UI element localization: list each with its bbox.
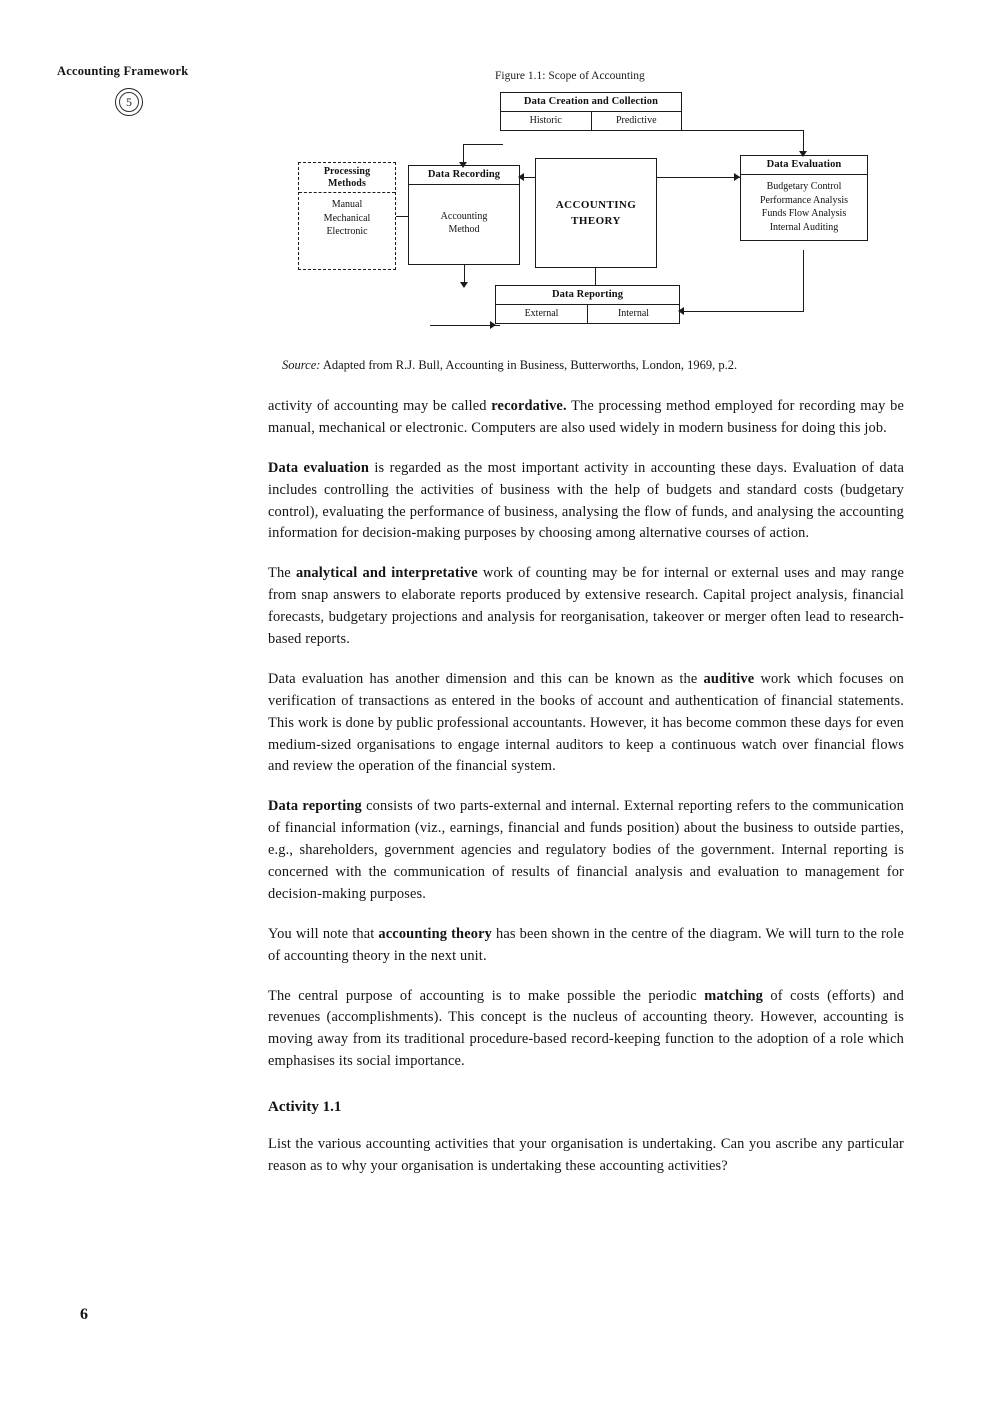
activity-text: List the various accounting activities that your organisation is undertaking. Can you ascribe any particular reason as to why your organisation is undertaking these accounting activities? xyxy=(268,1136,904,1175)
evaluation-item: Funds Flow Analysis xyxy=(761,208,847,220)
figure-box-data-recording xyxy=(408,165,520,265)
evaluation-item: Internal Auditing xyxy=(769,221,839,233)
page-number: 6 xyxy=(80,1306,88,1323)
paragraph: activity of accounting may be called recordative. The processing method employed for recording may be manual, mechanical or electronic. Computers are also used widely in modern business for doing this job. xyxy=(268,398,904,436)
paragraph: The central purpose of accounting is to make possible the periodic matching of costs (efforts) and revenues (accomplishments). This concept is the nucleus of accounting theory. However, accounting is moving away from its traditional procedure-based record-keeping function to the adoption of a role which emphasises its social importance. xyxy=(268,987,904,1070)
running-head: Accounting Framework xyxy=(57,64,189,78)
connector-line xyxy=(396,216,409,217)
connector-line xyxy=(682,311,804,312)
figure-box-data-reporting xyxy=(495,285,680,324)
figure-box-data-creation xyxy=(500,92,682,131)
connector-line xyxy=(803,250,804,312)
body-content xyxy=(268,396,904,1196)
connector-line xyxy=(682,130,804,131)
connector-arrow xyxy=(734,173,740,181)
connector-line xyxy=(595,268,596,285)
connector-line xyxy=(463,144,464,164)
source-text: Adapted from R.J. Bull, Accounting in Business, Butterworths, London, 1969, p.2. xyxy=(320,358,738,372)
paragraph: Data evaluation is regarded as the most important activity in accounting these days. Evaluation of data includes controlling the activities of business with the help of budgets and standard costs (budgetary control), evaluating the performance of business, analysing the flow of funds, and analysing the accounting information for decision-making purposes by choosing among alternative courses of action. xyxy=(268,459,904,542)
connector-arrow xyxy=(518,173,524,181)
connector-line xyxy=(463,144,503,145)
box-header-data-creation: Data Creation and Collection xyxy=(501,93,681,112)
paragraph: The analytical and interpretative work of counting may be for internal or external uses and may range from snap answers to elaborate reports produced by extensive research. Capital project analysis, financial forecasts, budgetary projections and analysis for reorganisation, takeover or merger often lead to research-based reports. xyxy=(268,565,904,648)
figure-box-accounting-theory xyxy=(535,158,657,268)
figure-scope-of-accounting xyxy=(290,70,910,360)
evaluation-item: Budgetary Control xyxy=(766,181,842,193)
box-cell-internal: Internal xyxy=(617,308,650,320)
box-label-accounting-theory: ACCOUNTING THEORY xyxy=(555,198,637,227)
processing-item: Electronic xyxy=(326,226,368,237)
box-header-processing-methods: Processing Methods xyxy=(299,163,395,193)
connector-line xyxy=(522,177,536,178)
box-header-data-recording: Data Recording xyxy=(409,166,519,185)
activity-heading: Activity 1.1 xyxy=(268,1099,342,1116)
connector-arrow xyxy=(490,321,496,329)
figure-box-processing-methods xyxy=(298,162,396,270)
paragraph: Data reporting consists of two parts-external and internal. External reporting refers to the communication of financial information (viz., earnings, financial and funds position) about the business to outside parties, e.g., shareholders, government agencies and regulatory bodies of the government. Internal reporting is concerned with the communication of results of financial analysis and evaluation to management for decision-making purposes. xyxy=(268,798,904,902)
connector-line xyxy=(657,177,741,178)
processing-item: Mechanical xyxy=(323,212,371,224)
institution-logo-icon xyxy=(115,88,143,116)
connector-arrow xyxy=(459,162,467,168)
figure-box-data-evaluation xyxy=(740,155,868,241)
box-cell-external: External xyxy=(496,305,588,323)
connector-arrow xyxy=(678,307,684,315)
paragraph: You will note that accounting theory has been shown in the centre of the diagram. We will turn to the role of accounting theory in the next unit. xyxy=(268,925,904,964)
box-header-data-evaluation: Data Evaluation xyxy=(741,156,867,175)
box-cell-historic: Historic xyxy=(501,112,592,130)
box-cell-predictive: Predictive xyxy=(615,115,657,127)
figure-caption: Figure 1.1: Scope of Accounting xyxy=(495,70,645,82)
box-header-data-reporting: Data Reporting xyxy=(496,286,679,305)
logo-glyph: 5 xyxy=(126,94,132,109)
processing-item: Manual xyxy=(331,199,363,210)
connector-arrow xyxy=(799,151,807,157)
connector-arrow xyxy=(460,282,468,288)
box-body-accounting-method: Accounting Method xyxy=(440,210,488,236)
source-label: Source: xyxy=(282,358,321,372)
paragraph: Data evaluation has another dimension and this can be known as the auditive work which focuses on verification of transactions as entered in the books of account and authentication of financial statements. This work is done by public professional accountants. However, it has become common these days for even medium-sized organisations to engage internal auditors to keep a continuous watch over financial flows and review the operation of the financial system. xyxy=(268,670,904,775)
evaluation-item: Performance Analysis xyxy=(759,194,849,206)
figure-source xyxy=(282,358,737,373)
